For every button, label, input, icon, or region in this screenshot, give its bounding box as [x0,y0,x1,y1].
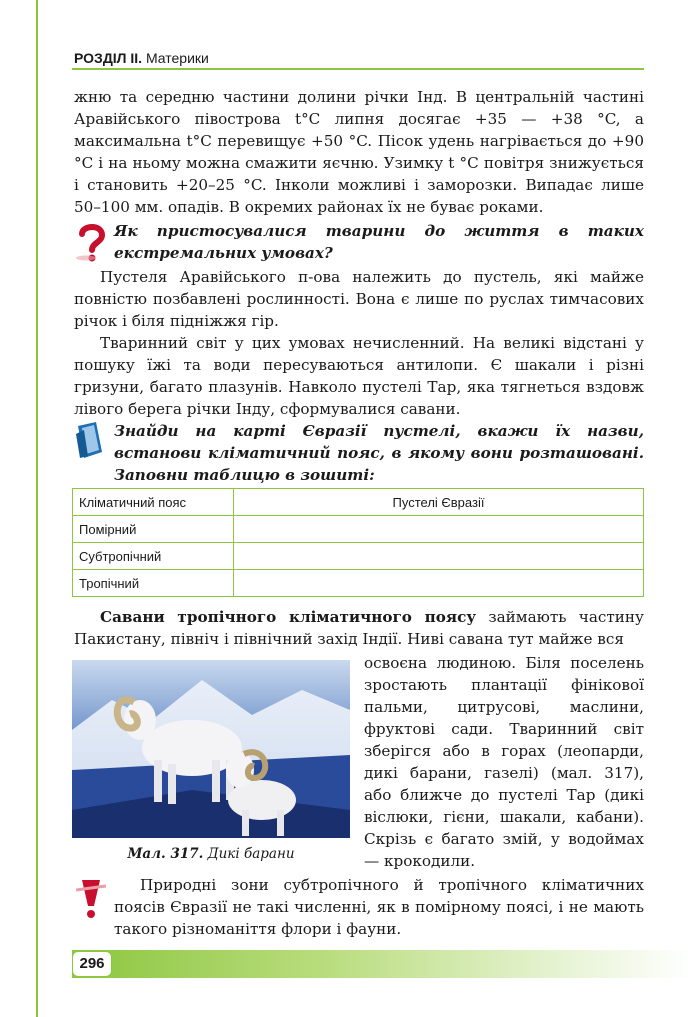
margin-rule [36,0,38,1017]
wild-rams-photo [72,660,350,838]
paragraph-summary: Природні зони субтропічного й тропічного кліматичних поясів Євразії не такі численні, як в помірному поясі, і не мають такого різноманіття флори і фауни. [114,876,644,938]
figure-caption [72,846,350,862]
task-instructions: Знайди на карті Євразії пустелі, вкажи їх назви, встанови кліматичний пояс, в якому вони розташовані. Заповни таблицю в зошиті: [114,422,644,484]
paragraph-desert: Пустеля Аравійського п-ова належить до пустель, які майже повністю позбавлені рослинності. Вона є лише по руслах тимчасових річок і біля підніжжя гір. [74,268,644,330]
table-header-belt: Кліматичний пояс [73,489,234,516]
exclamation-icon [76,876,106,922]
savannas-text: займають частину Пакистану, північ і північний захід Індії. Ниві савана тут майже вся [74,608,644,648]
table-header-deserts: Пустелі Євразії [234,489,644,516]
figure-label: Мал. 317. [127,846,204,862]
table-cell-belt: Субтропічний [73,543,234,570]
question-mark-icon [74,222,108,262]
footer-band [72,950,692,978]
figure-caption-text: Дикі барани [203,846,295,862]
table-cell-empty [234,516,644,543]
table-cell-empty [234,570,644,597]
paragraph-fauna: Тваринний світ у цих умовах нечисленний. На великі відстані у пошуку їжі та води пересуваються антилопи. Є шакали і різні гризуни, багато плазунів. Навколо пустелі Тар, яка тягнеться вздовж лівого берега річки Інду, сформувалися савани. [74,334,644,418]
table-cell-belt: Помірний [73,516,234,543]
climate-table [72,488,644,597]
table-row [73,516,644,543]
paragraph-savannas [74,606,644,650]
header-rule [72,68,644,70]
running-header [74,50,209,66]
section-label: РОЗДІЛ ІІ. [74,50,143,66]
table-cell-empty [234,543,644,570]
savannas-bold-lead: Савани тропічного кліматичного поясу [100,608,477,626]
page-number: 296 [72,951,112,977]
table-row [73,570,644,597]
table-row [73,543,644,570]
table-header-row [73,489,644,516]
notebook-icon [74,420,106,460]
subject-label: Материки [145,50,209,66]
question-animals: Як пристосувалися тварини до життя в таких екстремальних умовах? [114,222,644,262]
table-cell-belt: Тропічний [73,570,234,597]
paragraph-climate: жню та середню частини долини річки Інд. В центральній частині Аравійського півострова t°C липня досягає +35 — +38 °C, а максимальна t°C перевищує +50 °C. Пісок удень нагрівається до +90 °C і на ньому можна смажити яєчню. Узимку t °C повітря знижується і становить +20–25 °C. Інколи можливі і заморозки. Випадає лише 50–100 мм. опадів. В окремих районах їх не буває роками. [74,88,644,216]
paragraph-savannas-continued: освоєна людиною. Біля поселень зростають плантації фінікової пальми, цитрусові, маслини, фруктові сади. Тваринний світ зберігся або в горах (леопарди, дикі барани, газелі) (мал. 317), або ближче до пустелі Тар (дикі віслюки, гієни, шакали, кабани). Скрізь є багато змій, у водоймах — крокодили. [364,654,644,870]
